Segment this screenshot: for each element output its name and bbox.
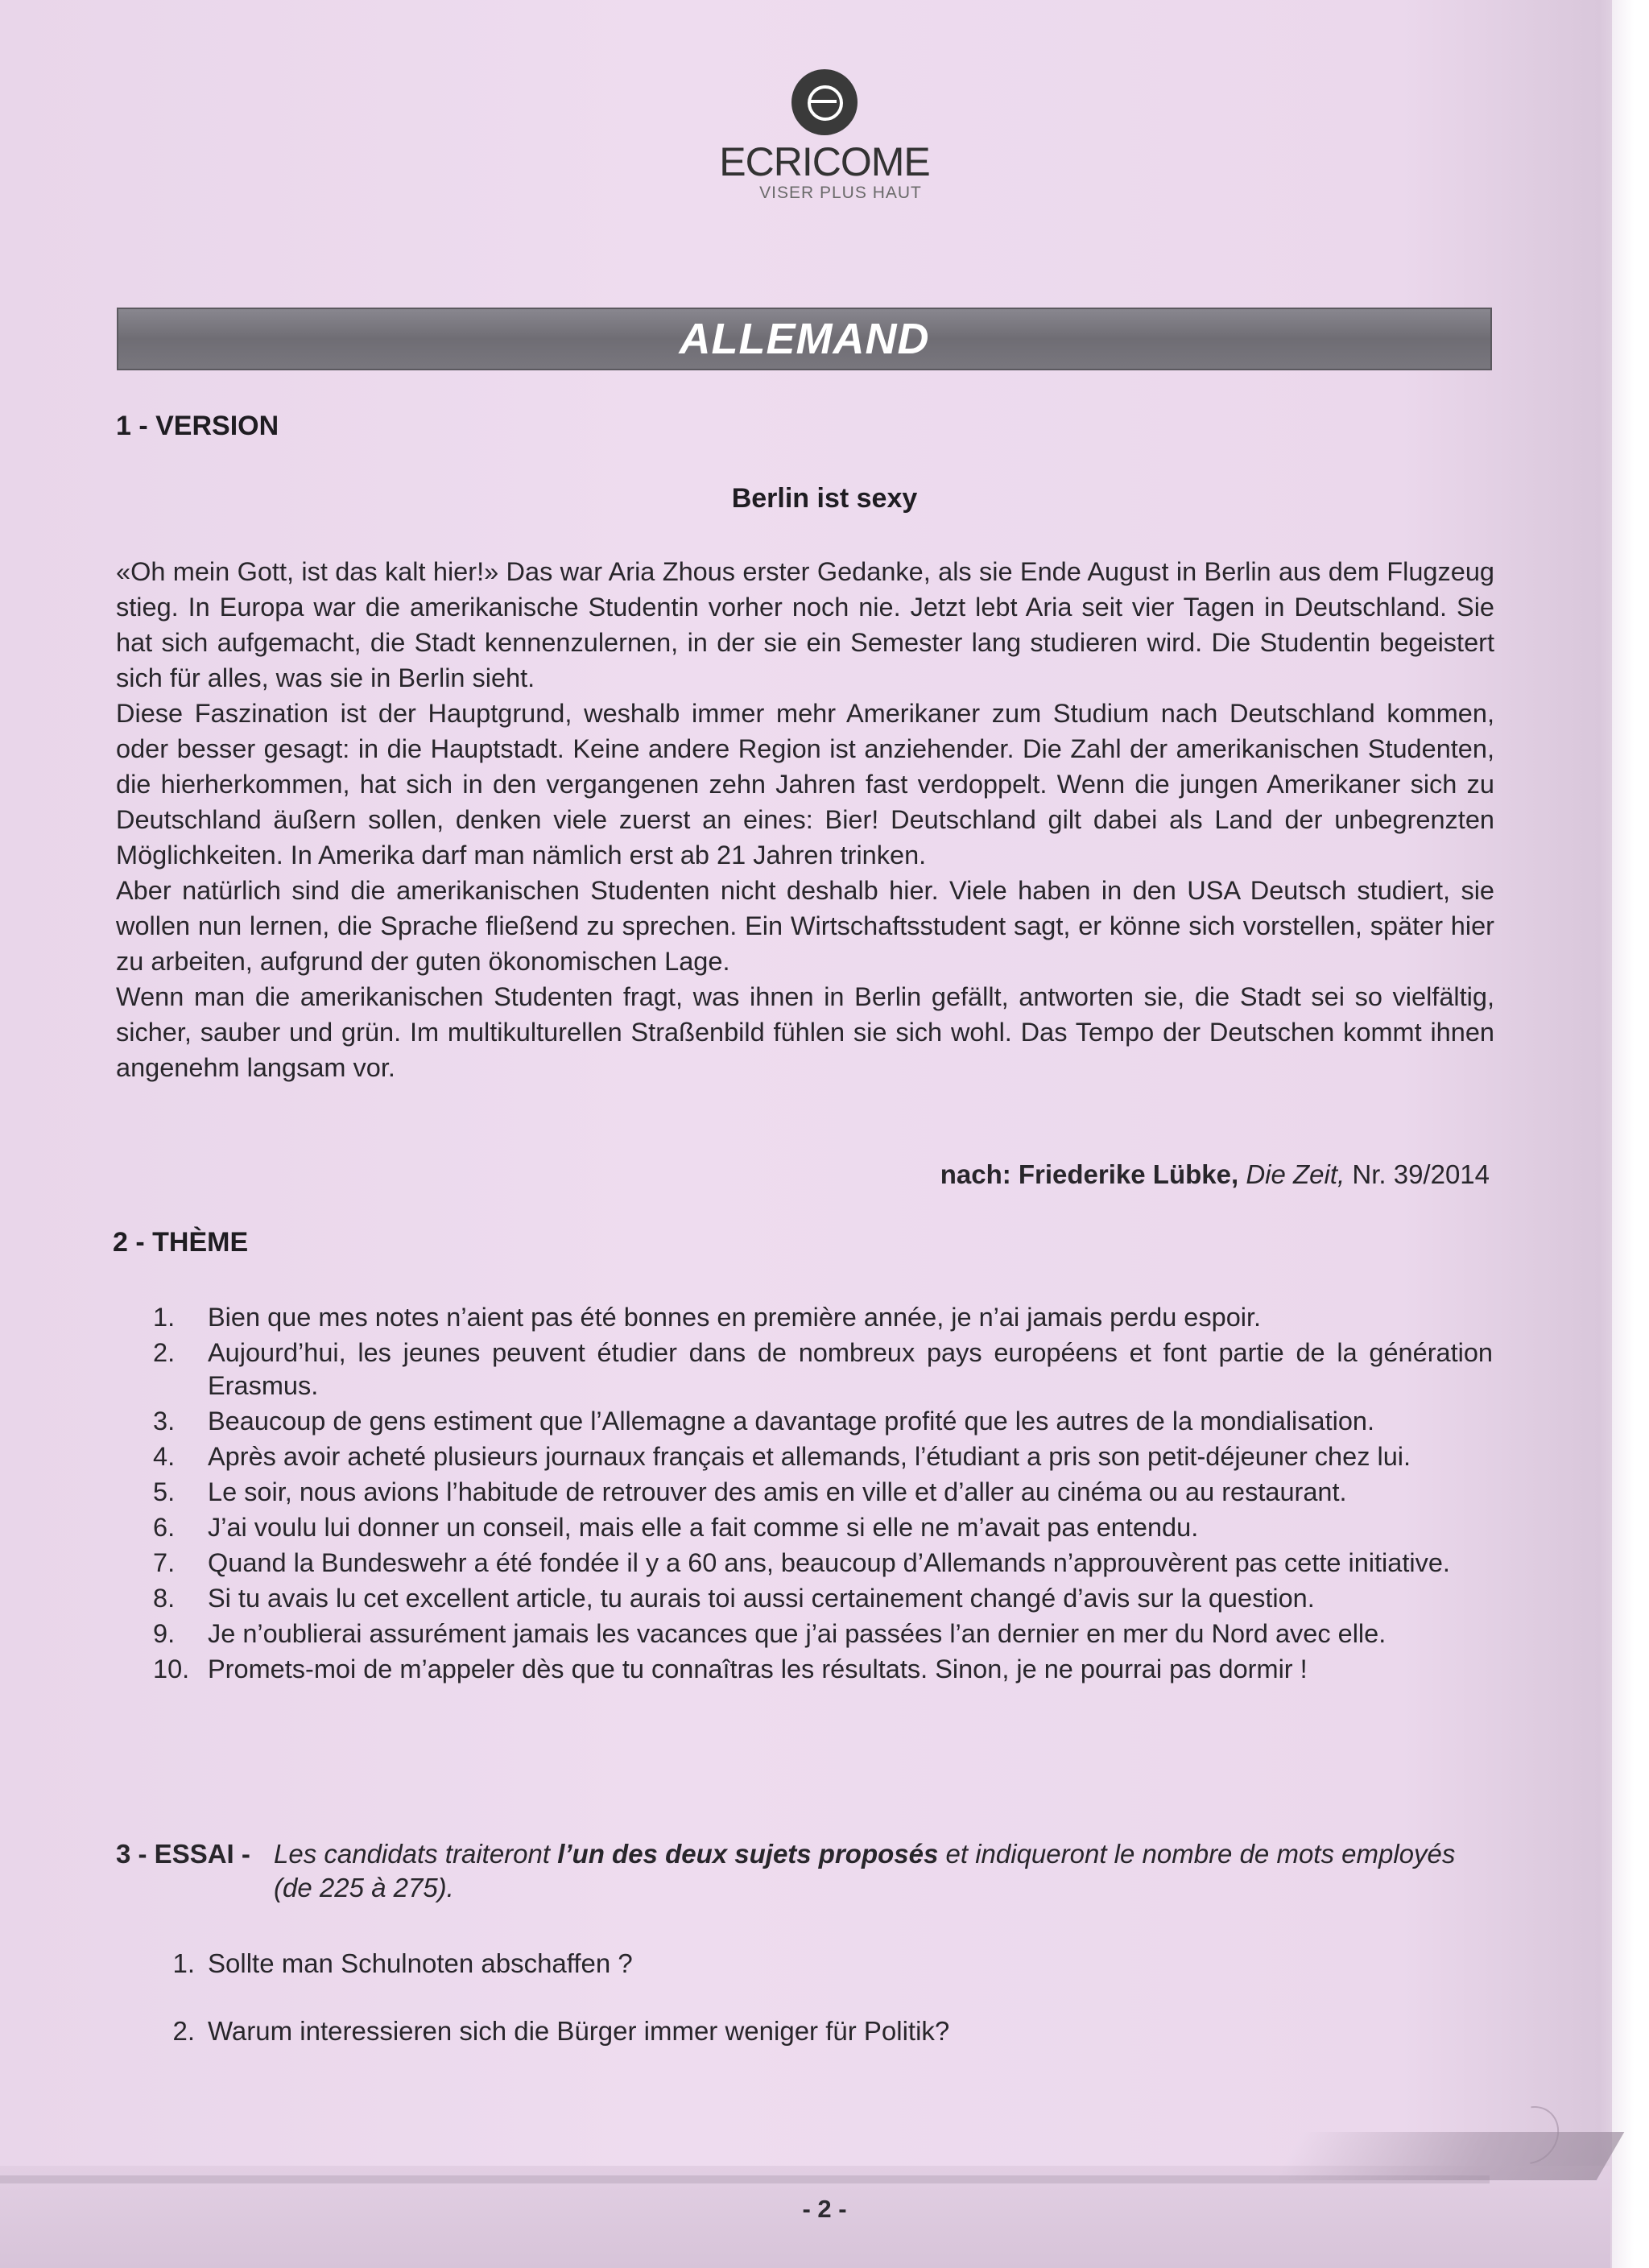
theme-item-number: 2. xyxy=(153,1338,176,1367)
theme-item xyxy=(153,1440,1493,1473)
essai-instruction-bold: l’un des deux sujets proposés xyxy=(557,1839,939,1869)
essai-topics xyxy=(153,1947,949,2082)
theme-item-text: Promets-moi de m’appeler dès que tu connaîtras les résultats. Sinon, je ne pourrai pas dormir ! xyxy=(208,1655,1308,1683)
theme-list xyxy=(153,1301,1493,1688)
essai-topic xyxy=(153,1947,949,1981)
essai-topic-text: Warum interessieren sich die Bürger immer weniger für Politik? xyxy=(208,2016,950,2046)
theme-item xyxy=(153,1476,1493,1509)
subject-title: ALLEMAND xyxy=(679,315,930,363)
theme-item-number: 4. xyxy=(153,1442,176,1471)
theme-item xyxy=(153,1511,1493,1544)
theme-item-number: 7. xyxy=(153,1548,176,1577)
version-paragraph: Wenn man die amerikanischen Studenten fragt, was ihnen in Berlin gefällt, antworten sie, die Stadt sei so vielfältig, sicher, sauber und grün. Im multikulturellen Straßenbild fühlen sie sich wohl. Das Tempo der Deutschen kommt ihnen angenehm langsam vor. xyxy=(116,982,1494,1082)
theme-item-number: 10. xyxy=(153,1655,190,1683)
version-source xyxy=(940,1159,1490,1190)
essai-heading: 3 - ESSAI - xyxy=(116,1839,250,1869)
essai-topic-number: 1. xyxy=(172,1948,195,1978)
theme-item-number: 6. xyxy=(153,1513,176,1542)
theme-item xyxy=(153,1301,1493,1334)
theme-item-number: 1. xyxy=(153,1303,176,1332)
theme-item-text: Le soir, nous avions l’habitude de retrouver des amis en ville et d’aller au cinéma ou au restaurant. xyxy=(208,1477,1347,1506)
version-paragraph: Diese Faszination ist der Hauptgrund, weshalb immer mehr Amerikaner zum Studium nach Deutschland kommen, oder besser gesagt: in die Hauptstadt. Keine andere Region ist anziehender. Die Zahl der amerikanischen Studenten, die hierherkommen, hat sich in den vergangenen zehn Jahren fast verdoppelt. Wenn die jungen Amerikaner sich zu Deutschland äußern sollen, denken viele zuerst an eines: Bier! Deutschland gilt dabei als Land der unbegrenzten Möglichkeiten. In Amerika darf man nämlich erst ab 21 Jahren trinken. xyxy=(116,699,1494,870)
theme-item-text: Aujourd’hui, les jeunes peuvent étudier dans de nombreux pays européens et font partie de la génération Erasmus. xyxy=(208,1338,1493,1400)
page-number: - 2 - xyxy=(802,2195,847,2223)
theme-item-number: 9. xyxy=(153,1619,176,1648)
theme-item-number: 8. xyxy=(153,1584,176,1613)
version-paragraph: «Oh mein Gott, ist das kalt hier!» Das war Aria Zhous erster Gedanke, als sie Ende August in Berlin aus dem Flugzeug stieg. In Europa war die amerikanische Studentin vorher noch nie. Jetzt lebt Aria seit vier Tagen in Deutschland. Sie hat sich aufgemacht, die Stadt kennenzulernen, in der sie ein Semester lang studieren wird. Die Studentin begeistert sich für alles, was sie in Berlin sieht. xyxy=(116,557,1494,692)
theme-item-text: Je n’oublierai assurément jamais les vacances que j’ai passées l’an dernier en mer du Nord avec elle. xyxy=(208,1619,1387,1648)
footer-divider xyxy=(0,2175,1490,2183)
subject-banner xyxy=(117,308,1492,370)
ecricome-logo xyxy=(0,69,1649,203)
version-text xyxy=(116,554,1494,1085)
theme-item-number: 3. xyxy=(153,1407,176,1436)
theme-item xyxy=(153,1547,1493,1580)
version-title: Berlin ist sexy xyxy=(731,483,918,514)
theme-item-text: Quand la Bundeswehr a été fondée il y a 60 ans, beaucoup d’Allemands n’approuvèrent pas cette initiative. xyxy=(208,1548,1450,1577)
theme-item xyxy=(153,1336,1493,1403)
theme-item xyxy=(153,1582,1493,1615)
theme-item-text: Beaucoup de gens estiment que l’Allemagne a davantage profité que les autres de la mondialisation. xyxy=(208,1407,1375,1436)
theme-heading: 2 - THÈME xyxy=(113,1227,249,1258)
version-paragraph: Aber natürlich sind die amerikanischen Studenten nicht deshalb hier. Viele haben in den USA Deutsch studiert, sie wollen nun lernen, die Sprache fließend zu sprechen. Ein Wirtschaftsstudent sagt, er könne sich vorstellen, später hier zu arbeiten, aufgrund der guten ökonomischen Lage. xyxy=(116,876,1494,976)
logo-tagline: VISER PLUS HAUT xyxy=(759,184,922,202)
source-author: nach: Friederike Lübke, xyxy=(940,1159,1239,1189)
page-edge xyxy=(1612,0,1649,2268)
source-publication: Die Zeit, xyxy=(1246,1159,1345,1189)
source-issue: Nr. 39/2014 xyxy=(1352,1159,1490,1189)
theme-item-text: Si tu avais lu cet excellent article, tu aurais toi aussi certainement changé d’avis sur la question. xyxy=(208,1584,1315,1613)
theme-item-number: 5. xyxy=(153,1477,176,1506)
theme-item-text: J’ai voulu lui donner un conseil, mais elle a fait comme si elle ne m’avait pas entendu. xyxy=(208,1513,1199,1542)
essai-instruction-end: et indiqueront le nombre de mots employés (de 225 à 275). xyxy=(274,1839,1456,1902)
theme-item xyxy=(153,1653,1493,1686)
theme-item-text: Après avoir acheté plusieurs journaux français et allemands, l’étudiant a pris son petit-déjeuner chez lui. xyxy=(208,1442,1411,1471)
logo-e-icon xyxy=(791,69,858,135)
essai-instruction-start: Les candidats traiteront xyxy=(274,1839,551,1869)
version-heading: 1 - VERSION xyxy=(116,411,279,441)
theme-item-text: Bien que mes notes n’aient pas été bonnes en première année, je n’ai jamais perdu espoir. xyxy=(208,1303,1262,1332)
essai-topic-text: Sollte man Schulnoten abschaffen ? xyxy=(208,1948,633,1978)
footer-stripe xyxy=(1275,2132,1625,2180)
logo-ring xyxy=(808,85,843,121)
logo-name: ECRICOME xyxy=(719,139,930,184)
essai-instructions xyxy=(274,1837,1498,1905)
essai-topic-number: 2. xyxy=(172,2016,195,2046)
essai-topic xyxy=(153,2014,949,2048)
theme-item xyxy=(153,1617,1493,1650)
logo-bar xyxy=(811,100,837,103)
theme-item xyxy=(153,1405,1493,1438)
